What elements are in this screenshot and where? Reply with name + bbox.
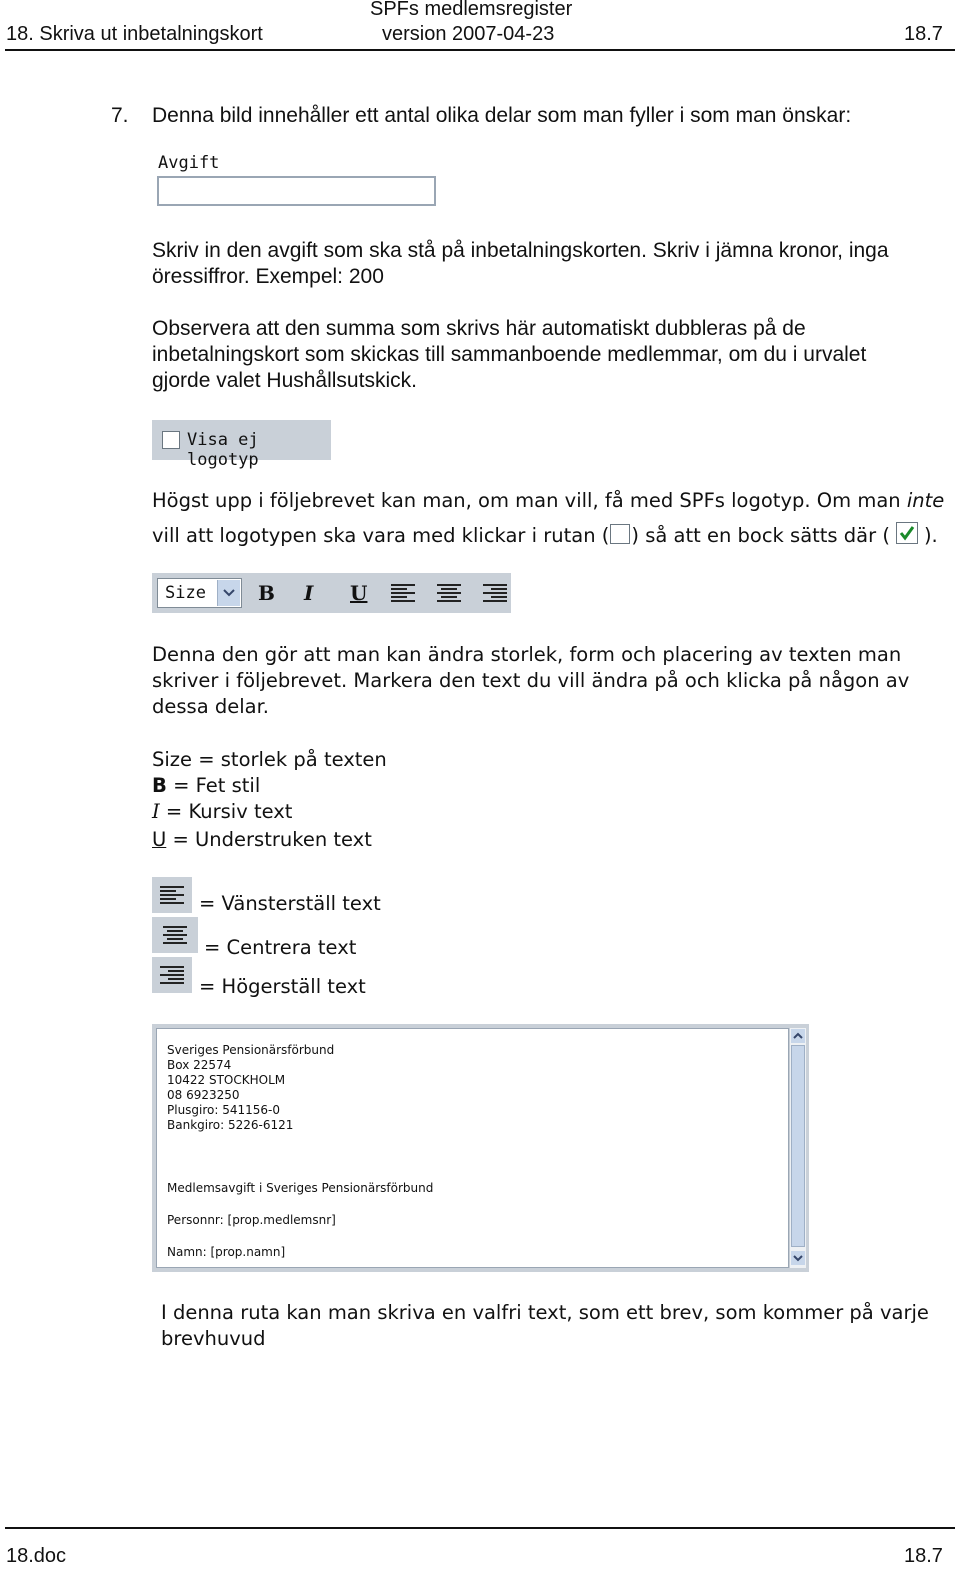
checked-checkbox-icon — [896, 522, 918, 544]
toolbar-desc-3: dessa delar. — [152, 695, 270, 718]
letter-personnr: Personnr: [prop.medlemsnr] — [167, 1213, 336, 1227]
header-rule — [5, 49, 955, 51]
logo-checkbox-panel[interactable] — [152, 420, 331, 470]
step-text: Denna bild innehåller ett antal olika delar som man fyller i som man önskar: — [152, 104, 852, 127]
legend-align-center: = Centrera text — [204, 936, 357, 959]
scroll-down-arrow-icon[interactable] — [791, 1251, 805, 1265]
legend-align-left: = Vänsterställ text — [199, 892, 381, 915]
avgift-description-2: öressiffror. Exempel: 200 — [152, 265, 384, 288]
toolbar-desc-2: skriver i följebrevet. Markera den text du vill ändra på och klicka på någon av — [152, 669, 910, 692]
header-left: 18. Skriva ut inbetalningskort — [6, 23, 263, 45]
align-center-button[interactable] — [437, 584, 461, 604]
legend-bold-key: B — [152, 774, 167, 797]
legend-underline — [152, 827, 372, 853]
letter-desc-2: brevhuvud — [161, 1327, 266, 1350]
letter-namn: Namn: [prop.namn] — [167, 1245, 286, 1259]
logo-desc-2a: vill att logotypen ska vara med klickar i rutan ( — [152, 524, 610, 547]
footer-page: 18.7 — [904, 1545, 943, 1567]
legend-bold — [152, 773, 260, 799]
logo-desc-1b: Om man — [810, 489, 907, 512]
step-number: 7. — [111, 104, 129, 127]
size-select[interactable] — [157, 578, 242, 608]
toolbar-desc-1: Denna den gör att man kan ändra storlek, form och placering av texten man — [152, 643, 902, 666]
empty-checkbox-icon — [610, 524, 630, 544]
letter-line: Bankgiro: 5226-6121 — [167, 1118, 294, 1132]
logo-desc-1a: Högst upp i följebrevet kan man, om man vill, få med SPFs logotyp. — [152, 489, 811, 512]
legend-italic-key: I — [152, 800, 160, 823]
scroll-up-arrow-icon[interactable] — [791, 1029, 805, 1043]
header-page: 18.7 — [904, 23, 943, 45]
scroll-thumb[interactable] — [791, 1045, 805, 1247]
avgift-description-1: Skriv in den avgift som ska stå på inbetalningskorten. Skriv i jämna kronor, inga — [152, 239, 889, 262]
header-version: version 2007-04-23 — [382, 23, 555, 45]
legend-underline-key: U — [152, 828, 167, 851]
legend-bold-text: = Fet stil — [166, 774, 261, 797]
letter-textarea[interactable] — [156, 1028, 789, 1268]
header-title: SPFs medlemsregister — [370, 0, 573, 20]
bold-button[interactable]: B — [258, 581, 275, 605]
chevron-down-icon — [217, 580, 240, 606]
align-left-button[interactable] — [391, 584, 415, 604]
letter-subject: Medlemsavgift i Sveriges Pensionärsförbund — [167, 1181, 434, 1195]
align-right-button[interactable] — [483, 584, 507, 604]
size-select-label: Size — [165, 583, 206, 603]
logo-desc-2b: ) så att en bock sätts där ( — [631, 524, 890, 547]
align-center-icon — [152, 917, 198, 953]
avgift-input[interactable] — [157, 176, 436, 206]
underline-button[interactable]: U — [350, 581, 368, 605]
avgift-note-2: inbetalningskort som skickas till sammanboende medlemmar, om du i urvalet — [152, 343, 867, 366]
italic-button[interactable]: I — [304, 581, 314, 605]
letter-line: Sveriges Pensionärsförbund — [167, 1043, 335, 1057]
align-right-icon — [152, 957, 192, 993]
legend-italic — [152, 799, 292, 825]
avgift-note-3: gjorde valet Hushållsutskick. — [152, 369, 417, 392]
letter-line: 08 6923250 — [167, 1088, 240, 1102]
legend-align-right: = Högerställ text — [199, 975, 366, 998]
footer-filename: 18.doc — [6, 1545, 67, 1567]
logo-desc-line2 — [152, 522, 938, 549]
logo-desc-2c: ). — [923, 524, 938, 547]
logo-checkbox-label: Visa ej logotyp — [187, 430, 259, 470]
letter-line: Box 22574 — [167, 1058, 232, 1072]
logo-desc-line1 — [152, 488, 944, 514]
format-toolbar — [152, 573, 511, 613]
avgift-label: Avgift — [158, 153, 220, 173]
logo-desc-1-emphasis: inte — [906, 489, 945, 512]
avgift-note-1: Observera att den summa som skrivs här automatiskt dubbleras på de — [152, 317, 806, 340]
legend-italic-text: = Kursiv text — [159, 800, 293, 823]
align-left-icon — [152, 877, 192, 913]
letter-desc-1: I denna ruta kan man skriva en valfri text, som ett brev, som kommer på varje — [161, 1301, 929, 1324]
footer-rule — [5, 1527, 955, 1529]
logo-checkbox[interactable] — [162, 431, 180, 449]
legend-underline-text: = Understruken text — [166, 828, 372, 851]
letter-line: Plusgiro: 541156-0 — [167, 1103, 281, 1117]
letter-scrollbar[interactable] — [789, 1028, 806, 1268]
letter-line: 10422 STOCKHOLM — [167, 1073, 286, 1087]
legend-size: Size = storlek på texten — [152, 748, 387, 771]
